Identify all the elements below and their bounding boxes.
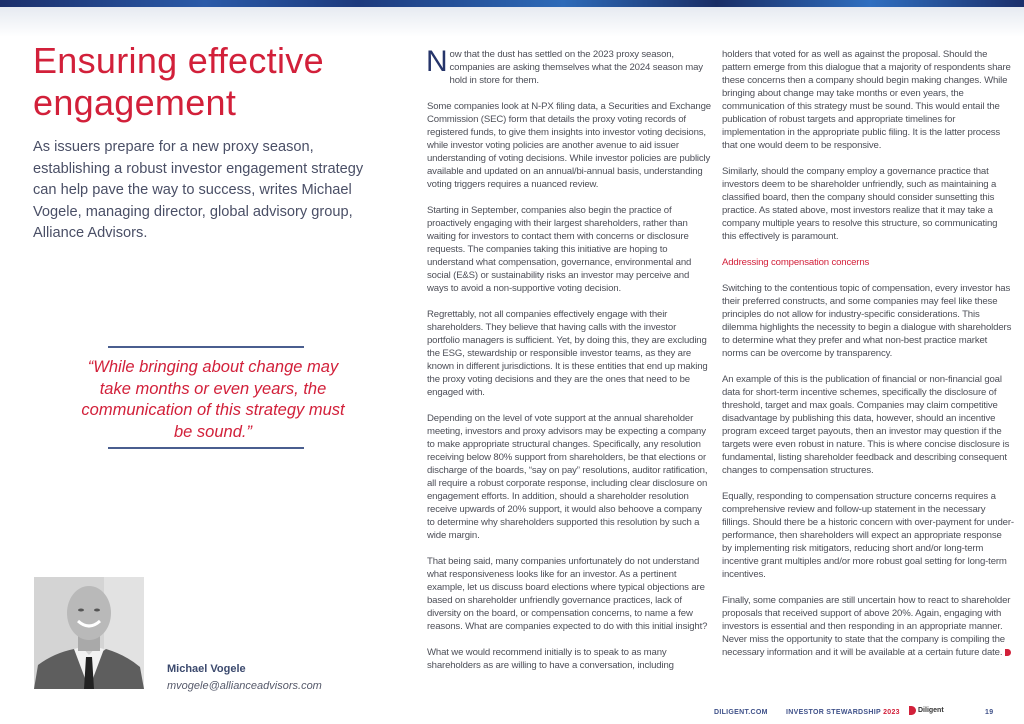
header-banner [0, 0, 1024, 7]
author-email[interactable]: mvogele@allianceadvisors.com [167, 680, 322, 692]
section-subhead: Addressing compensation concerns [722, 257, 870, 268]
header-fade [0, 7, 1024, 37]
diligent-logo-icon [909, 706, 916, 715]
paragraph: What we would recommend initially is to speak to as many shareholders as are willing to have a conversation, including [427, 647, 674, 671]
paragraph: That being said, many companies unfortunately do not understand what responsiveness looks like for an investor. As a pertinent example, let us discuss board elections where typical objections are based on shareholder unfriendly governance practices, lack of diversity on the board, or compensation concerns, to name a few reasons. What are companies expected to do with this initial insight? [427, 556, 708, 632]
quote-rule-bottom [108, 447, 304, 449]
drop-cap: N [426, 45, 448, 78]
diligent-logo: Diligent [909, 706, 944, 715]
quote-rule-top [108, 346, 304, 348]
paragraph: Starting in September, companies also begin the practice of proactively engaging with their largest shareholders, rather than waiting for investors to contact them with concerns or disclosure requests. The companies taking this initiative are hoping to understand what compensation, governance, environmental and social (E&S) or sustainability risks an investor may perceive and ways to avoid a non-supportive voting decision. [427, 205, 692, 294]
pull-quote: “While bringing about change may take months or even years, the communication of this strategy must be sound.” [81, 358, 345, 441]
end-mark-icon [1005, 649, 1011, 656]
paragraph: Equally, responding to compensation structure concerns requires a comprehensive review and follow-up statement in the necessary fillings. Should there be a historic concern with over-payment for under-performance, then shareholders will expect an appropriate response by implementing risk mitigators, reducing short and/or long-term incentive grant multiples and/or more robust goal setting for long-term incentives. [722, 491, 1014, 580]
article-title [33, 40, 324, 124]
paragraph: An example of this is the publication of financial or non-financial goal data for short-term incentive schemes, specifically the disclosure of threshold, target and max goals. Companies may claim competitive disadvantage by publishing this data, however, should an incentive program exceed target payouts, then an investor may question if the targets were even robust in nature. This is where concise disclosure is fundamental, listing shareholder feedback and describing consequent changes to compensation structures. [722, 374, 1010, 476]
paragraph: holders that voted for as well as against the proposal. Should the pattern emerge from this dialogue that a majority of respondents share these concerns then a company should begin making changes. While bringing about change may take months or even years, the communication of this strategy must be sound. This would entail the publication of robust targets and appropriate timelines for implementation in the appropriate public filing. It is the latter process that one would deem to be responsive. [722, 49, 1011, 151]
paragraph: Similarly, should the company employ a governance practice that investors deem to be shareholder unfriendly, such as maintaining a classified board, then the company should consider sunsetting this practice. As stated above, most investors realize that it may take a company multiple years to resolve this structure, so communicating this effectively is paramount. [722, 166, 998, 242]
standfirst: As issuers prepare for a new proxy season, establishing a robust investor engagement strategy can help pave the way to success, writes Michael Vogele, managing director, global advisory group, Alliance Advisors. [33, 139, 364, 242]
page-number: 19 [985, 709, 994, 716]
paragraph: Depending on the level of vote support at the annual shareholder meeting, investors and proxy advisors may be expecting a company to make appropriate structural changes. Specifically, any resolution receiving below 80% support from shareholders, be that elections or discharge of the boards, “say on pay” resolutions, auditor ratification, all require a robust corporate response, including clear disclosure on engagement efforts. In addition, should a shareholder resolution receive upwards of 20% support, it would also behoove a company to determine why shareholders supported this resolution by such a wide margin. [427, 413, 708, 541]
body-column-1 [426, 45, 711, 685]
author-name: Michael Vogele [167, 663, 246, 675]
title-line: engagement [33, 82, 237, 123]
paragraph: Some companies look at N-PX filing data, a Securities and Exchange Commission (SEC) form that details the proxy voting records of registered funds, to give them insights into investor voting decisions, while investor voting policies are another avenue to aid issuer understanding of voting decisions. While investor policies are publicly available and updated on an annual/bi-annual basis, understanding voting triggers requires a nuanced review. [427, 101, 711, 190]
title-line: Ensuring effective [33, 40, 324, 81]
footer-site[interactable]: DILIGENT.COM [714, 709, 768, 716]
paragraph: Regrettably, not all companies effectively engage with their shareholders. They believe that having calls with the investor portfolio managers is sufficient. Yet, by doing this, they are excluding the ESG, stewardship or responsible investor teams, as they are known in different jurisdictions. It is these entities that end up making the proxy voting decisions and they are the ones that need to be engaged with. [427, 309, 708, 398]
paragraph: Finally, some companies are still uncertain how to react to shareholder proposals that received support of above 20%. Again, engaging with investors is essential and then responding in an appropriate manner. Never miss the opportunity to state that the company is compiling the necessary information and it will be available at a certain future date. [722, 595, 1011, 658]
footer-publication: INVESTOR STEWARDSHIP 2023 [786, 709, 900, 716]
body-column-2 [722, 48, 1014, 672]
paragraph: Switching to the contentious topic of compensation, every investor has their preferred constructs, and some companies may feel like these principles do not allow for industry-specific considerations. This dilemma highlights the necessity to begin a dialogue with shareholders to determine what they prefer and what non-best practice market norms can be overcome by transparency. [722, 283, 1012, 359]
author-photo [34, 577, 144, 689]
paragraph: Now that the dust has settled on the 2023 proxy season, companies are asking themselves what the 2024 season may hold in store for them. [426, 45, 703, 86]
